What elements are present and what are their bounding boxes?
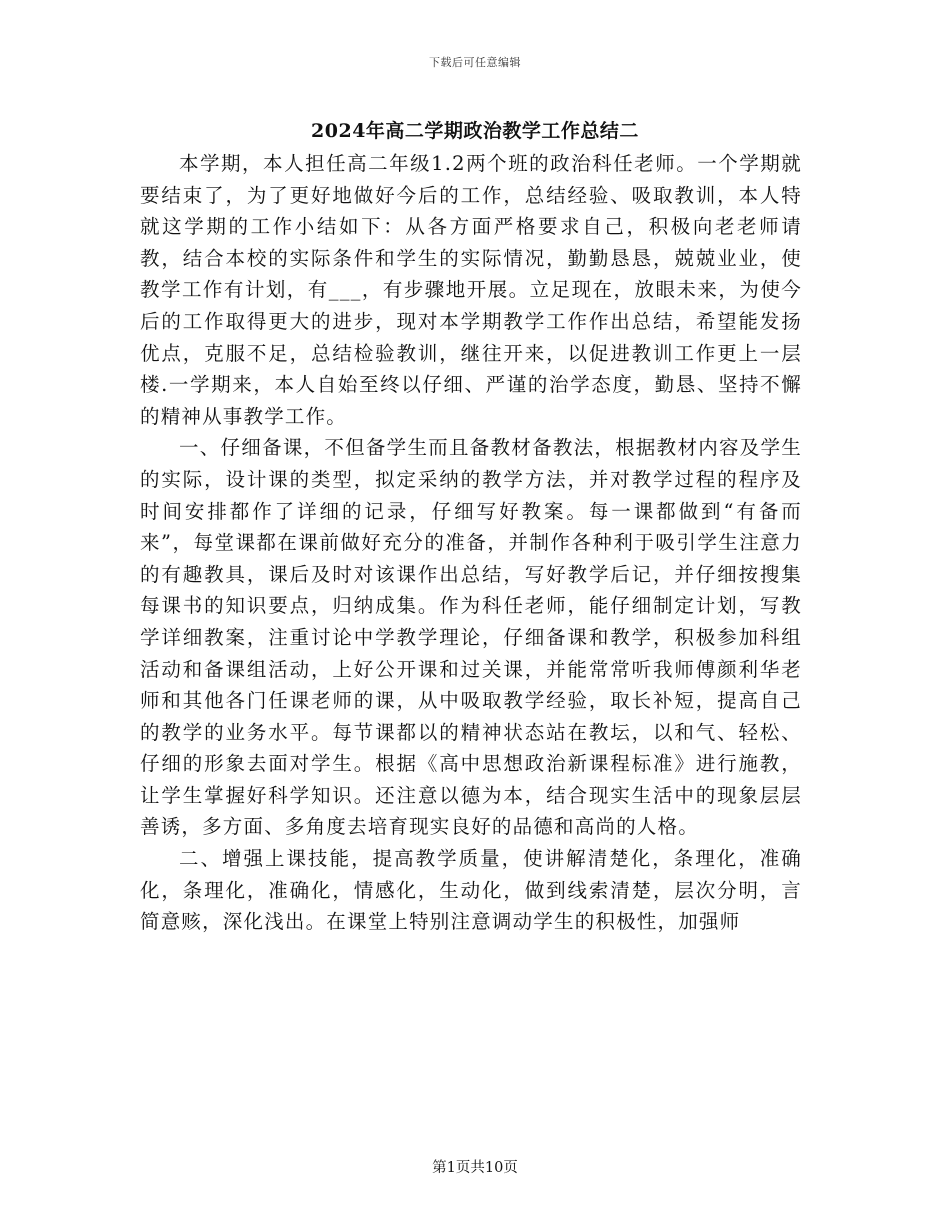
paragraph-intro: 本学期，本人担任高二年级1.2两个班的政治科任老师。一个学期就要结束了，为了更好地做好今后的工作，总结经验、吸取教训，本人特就这学期的工作小结如下：从各方面严格要求自己，积极向老老师请教，结合本校的实际条件和学生的实际情况，勤勤恳恳，兢兢业业，使教学工作有计划，有___，有步骤地开展。立足现在，放眼未来，为使今后的工作取得更大的进步，现对本学期教学工作作出总结，希望能发扬优点，克服不足，总结检验教训，继往开来，以促进教训工作更上一层楼.一学期来，本人自始至终以仔细、严谨的治学态度，勤恳、坚持不懈的精神从事教学工作。	[140, 152, 802, 428]
paragraph-section-2: 二、增强上课技能，提高教学质量，使讲解清楚化，条理化，准确化，条理化，准确化，情感化，生动化，做到线索清楚，层次分明，言简意赅，深化浅出。在课堂上特别注意调动学生的积极性，加强师	[140, 847, 802, 934]
page-number-footer: 第1页共10页	[432, 1160, 518, 1176]
document-title: 2024年高二学期政治教学工作总结二	[311, 120, 639, 142]
document-body	[140, 148, 802, 938]
header-note: 下载后可任意编辑	[429, 56, 521, 69]
paragraph-section-1: 一、仔细备课，不但备学生而且备教材备教法，根据教材内容及学生的实际，设计课的类型，拟定采纳的教学方法，并对教学过程的程序及时间安排都作了详细的记录，仔细写好教案。每一课都做到“有备而来”，每堂课都在课前做好充分的准备，并制作各种利于吸引学生注意力的有趣教具，课后及时对该课作出总结，写好教学后记，并仔细按搜集每课书的知识要点，归纳成集。作为科任老师，能仔细制定计划，写教学详细教案，注重讨论中学教学理论，仔细备课和教学，积极参加科组活动和备课组活动，上好公开课和过关课，并能常常听我师傅颜利华老师和其他各门任课老师的课，从中吸取教学经验，取长补短，提高自己的教学的业务水平。每节课都以的精神状态站在教坛，以和气、轻松、仔细的形象去面对学生。根据《高中思想政治新课程标准》进行施教，让学生掌握好科学知识。还注意以德为本，结合现实生活中的现象层层善诱，多方面、多角度去培育现实良好的品德和高尚的人格。	[140, 436, 802, 839]
